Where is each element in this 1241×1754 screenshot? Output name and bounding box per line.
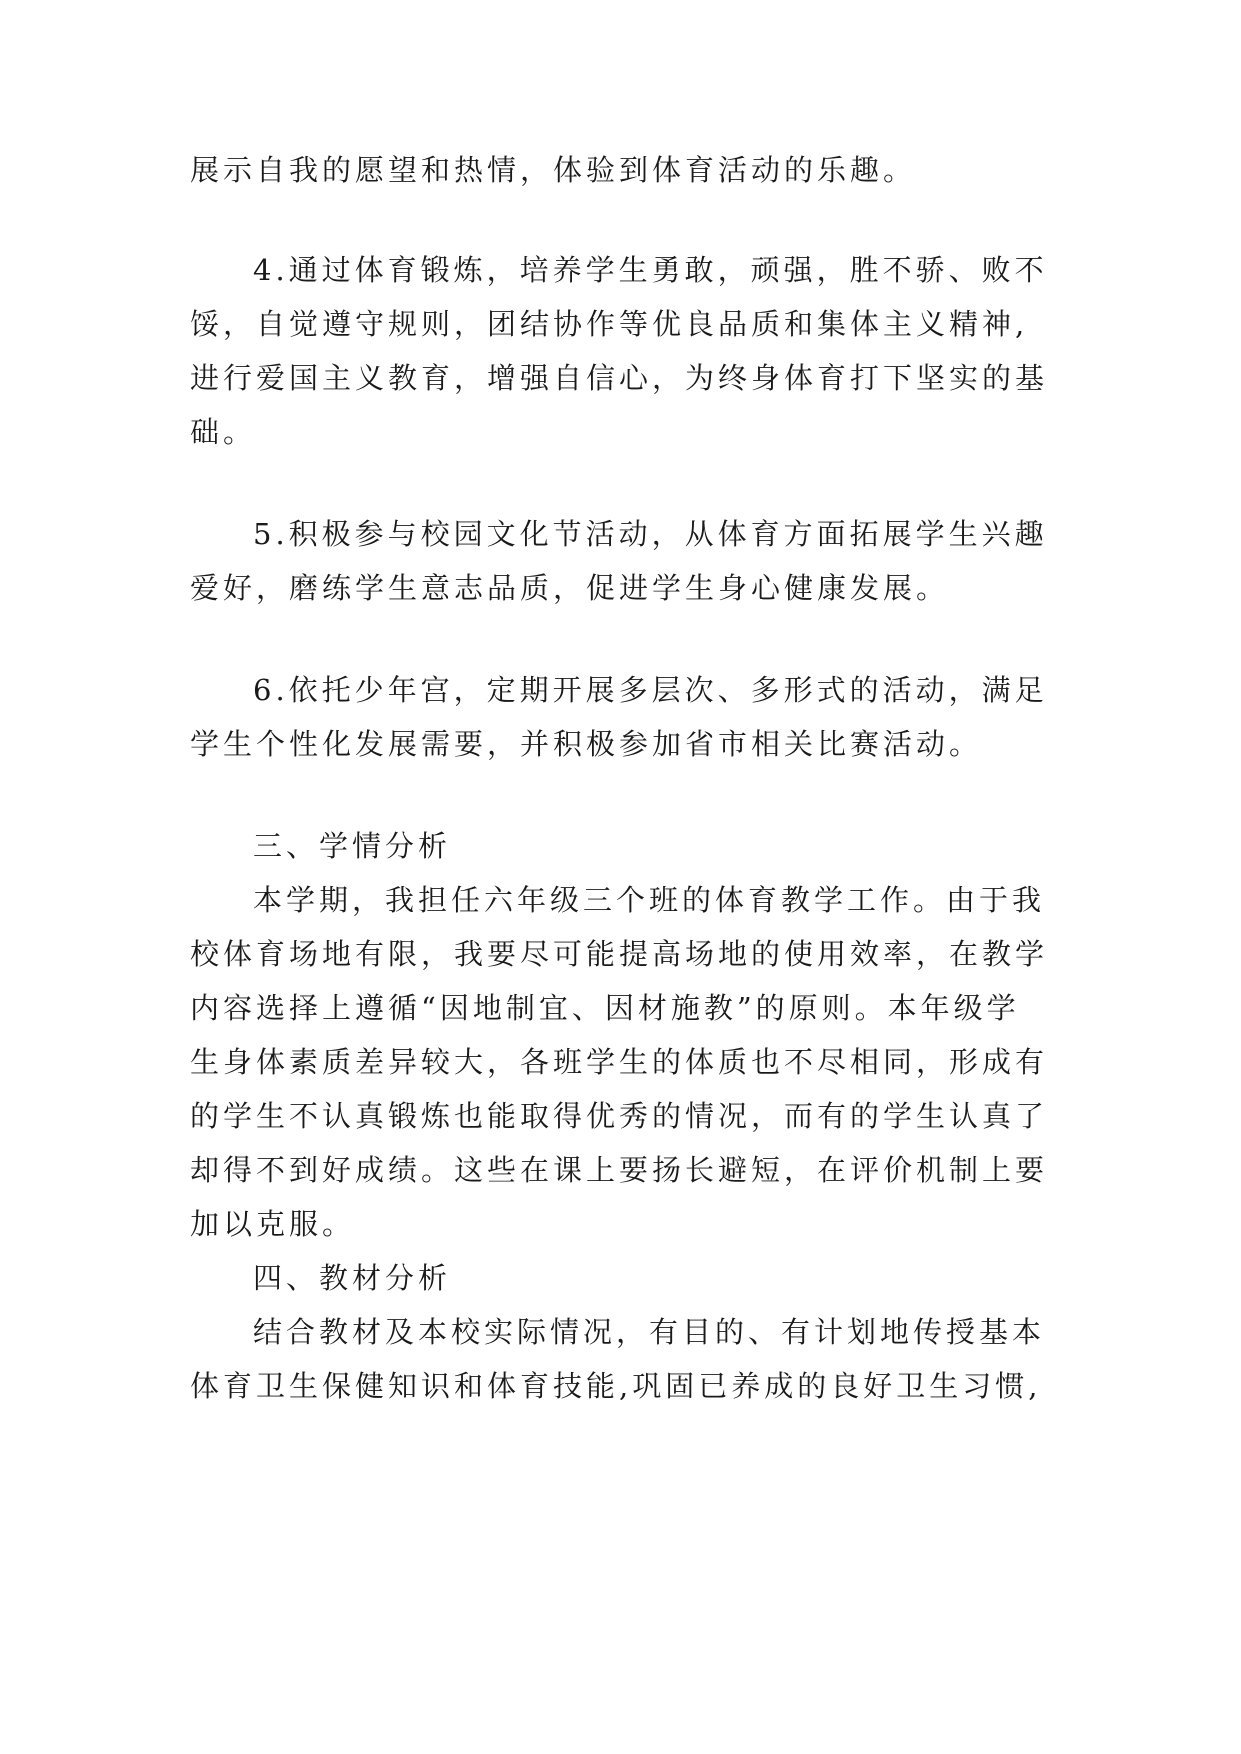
paragraph-line: 校体育场地有限，我要尽可能提高场地的使用效率，在教学: [190, 937, 1049, 971]
list-item-6-line: 6.依托少年宫，定期开展多层次、多形式的活动，满足: [253, 673, 1048, 707]
paragraph-line: 生身体素质差异较大，各班学生的体质也不尽相同，形成有: [190, 1045, 1049, 1079]
paragraph-line: 体育卫生保健知识和体育技能,巩固已养成的良好卫生习惯,: [190, 1369, 1042, 1403]
list-item-4-line: 进行爱国主义教育，增强自信心，为终身体育打下坚实的基: [190, 361, 1049, 395]
list-item-6-line: 学生个性化发展需要，并积极参加省市相关比赛活动。: [190, 727, 983, 761]
paragraph-line: 展示自我的愿望和热情，体验到体育活动的乐趣。: [190, 153, 917, 187]
section-heading-3: 三、学情分析: [253, 829, 452, 863]
list-item-4-line: 础。: [190, 415, 257, 449]
list-item-5-line: 爱好，磨练学生意志品质，促进学生身心健康发展。: [190, 571, 950, 605]
paragraph-line: 加以克服。: [190, 1207, 356, 1241]
paragraph-line: 本学期，我担任六年级三个班的体育教学工作。由于我: [253, 883, 1046, 917]
paragraph-line: 结合教材及本校实际情况，有目的、有计划地传授基本: [253, 1315, 1046, 1349]
list-item-4-line: 馁，自觉遵守规则，团结协作等优良品质和集体主义精神,: [190, 307, 1029, 341]
paragraph-line: 内容选择上遵循“因地制宜、因材施教”的原则。本年级学: [190, 991, 1020, 1025]
list-item-4-line: 4.通过体育锻炼，培养学生勇敢，顽强，胜不骄、败不: [253, 253, 1048, 287]
paragraph-line: 却得不到好成绩。这些在课上要扬长避短，在评价机制上要: [190, 1153, 1049, 1187]
list-item-5-line: 5.积极参与校园文化节活动，从体育方面拓展学生兴趣: [253, 517, 1048, 551]
section-heading-4: 四、教材分析: [253, 1261, 452, 1295]
paragraph-line: 的学生不认真锻炼也能取得优秀的情况，而有的学生认真了: [190, 1099, 1049, 1133]
